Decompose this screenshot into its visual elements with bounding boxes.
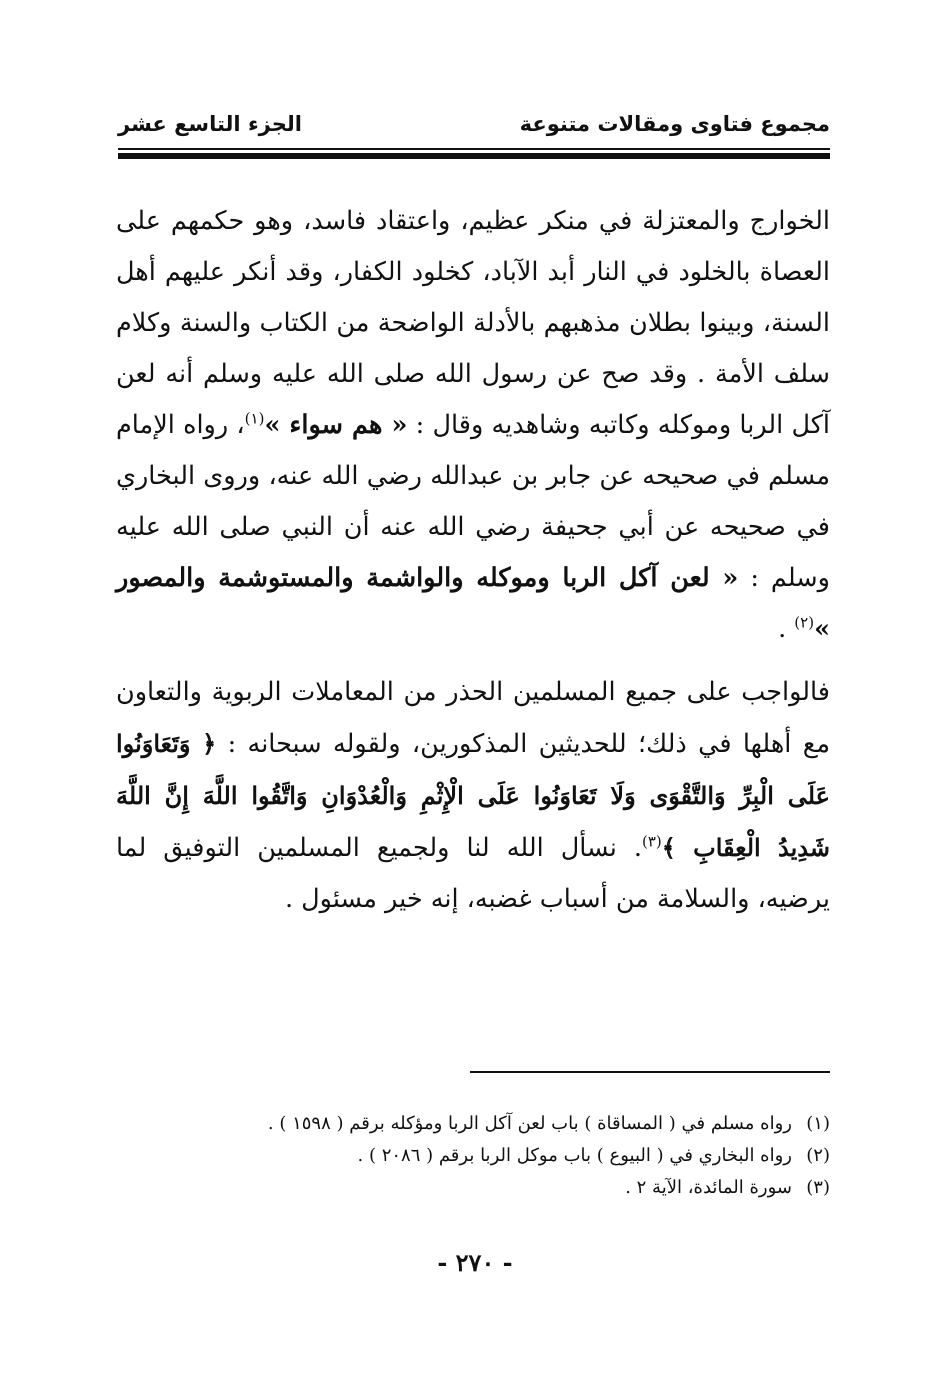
footnote-number: (٢) (806, 1145, 830, 1166)
book-title: مجموع فتاوى ومقالات متنوعة (519, 112, 830, 136)
paragraph-1-end: . (778, 614, 795, 644)
quran-verse: ﴿ وَتَعَاوَنُوا عَلَى الْبِرِّ وَالتَّقْوَى وَلَا تَعَاوَنُوا عَلَى الْإِثْمِ وَالْعُدْوَانِ وَاتَّقُوا اللَّهَ إِنَّ اللَّهَ شَدِيدُ الْعِقَابِ ﴾ (116, 729, 830, 862)
main-text (116, 196, 830, 925)
volume-label: الجزء التاسع عشر (118, 112, 302, 136)
footnote-text: رواه مسلم في ( المساقاة ) باب لعن آكل الربا ومؤكله برقم ( ١٥٩٨ ) . (267, 1113, 792, 1134)
footnote-ref-1: (١) (244, 409, 265, 428)
paragraph-2-text-a: فالواجب على جميع المسلمين الحذر من المعاملات الربوية والتعاون مع أهلها في ذلك؛ للحديثين المذكورين، ولقوله سبحانه : (116, 677, 830, 759)
footnote-ref-2: (٢) (794, 613, 815, 632)
footnote-3 (116, 1172, 830, 1204)
footnote-separator (470, 1071, 830, 1073)
footnote-ref-3: (٣) (642, 832, 662, 851)
running-header (118, 112, 830, 142)
footnote-2 (116, 1140, 830, 1172)
header-rule-thin (118, 148, 830, 150)
paragraph-2 (116, 667, 830, 925)
page-number: - ٢٧٠ - (437, 1248, 513, 1277)
footnote-text: رواه البخاري في ( البيوع ) باب موكل الربا برقم ( ٢٠٨٦ ) . (357, 1145, 792, 1166)
header-rule-thick (118, 153, 830, 159)
paragraph-1 (116, 196, 830, 655)
footnote-1 (116, 1108, 830, 1140)
footnote-number: (٣) (806, 1177, 830, 1198)
footnotes (116, 1108, 830, 1204)
footnote-number: (١) (806, 1113, 830, 1134)
paragraph-1-text-b: ، رواه الإمام مسلم في صحيحه عن جابر بن عبدالله رضي الله عنه، وروى البخاري في صحيحه عن أبي جحيفة رضي الله عنه أن النبي صلى الله عليه وسلم : (116, 410, 830, 593)
paragraph-2-text-b: . نسأل الله لنا ولجميع المسلمين التوفيق لما يرضيه، والسلامة من أسباب غضبه، إنه خير مسئول . (116, 833, 830, 914)
footnote-text: سورة المائدة، الآية ٢ . (625, 1177, 792, 1198)
paragraph-1-text-a: الخوارج والمعتزلة في منكر عظيم، واعتقاد فاسد، وهو حكمهم على العصاة بالخلود في النار أبد الآباد، كخلود الكفار، وقد أنكر عليهم أهل السنة، وبينوا بطلان مذهبهم بالأدلة الواضحة من الكتاب والسنة وكلام سلف الأمة . وقد صح عن رسول الله صلى الله عليه وسلم أنه لعن آكل الربا وموكله وكاتبه وشاهديه وقال : (116, 206, 830, 440)
hadith-quote-2: « لعن آكل الربا وموكله والواشمة والمستوشمة والمصور » (116, 563, 830, 644)
hadith-quote-1: « هم سواء » (264, 410, 408, 440)
